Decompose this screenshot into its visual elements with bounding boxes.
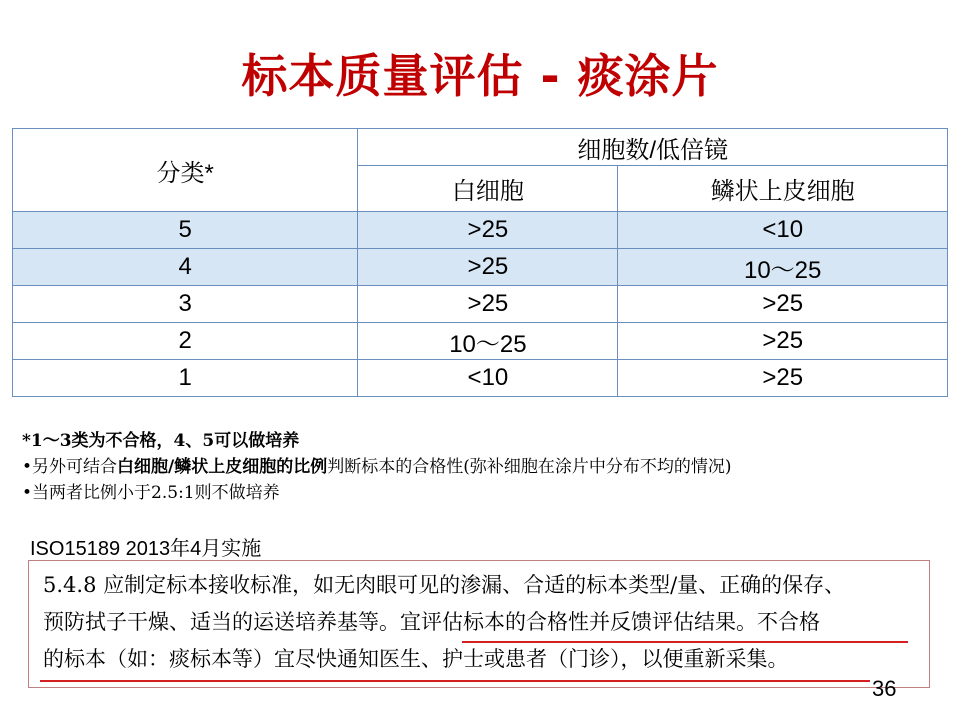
table-row (13, 286, 948, 323)
header-wbc: 白细胞 (358, 166, 618, 212)
note-ratio (22, 454, 732, 480)
table-row (13, 360, 948, 397)
cell-class: 5 (13, 212, 358, 249)
page-number: 36 (872, 676, 897, 701)
red-underline-2 (40, 680, 870, 682)
table-row (13, 323, 948, 360)
cell-wbc: <10 (358, 360, 618, 397)
cell-wbc: >25 (358, 212, 618, 249)
iso-excerpt-box (28, 560, 930, 688)
note-ratio-suffix: 判断标本的合格性(弥补细胞在涂片中分布不均的情况) (327, 457, 732, 477)
specimen-grading-table (12, 128, 948, 397)
note-threshold: •当两者比例小于2.5:1则不做培养 (22, 483, 280, 503)
cell-squamous: >25 (618, 360, 948, 397)
slide-title: 标本质量评估 - 痰涂片 (241, 49, 719, 103)
cell-squamous: <10 (618, 212, 948, 249)
cell-squamous: >25 (618, 286, 948, 323)
excerpt-line-1: 5.4.8 应制定标本接收标准，如无肉眼可见的渗漏、合适的标本类型/量、正确的保存、 (43, 573, 846, 597)
header-class: 分类* (13, 129, 358, 212)
note-grading-rule: *1～3类为不合格，4、5可以做培养 (22, 431, 300, 451)
cell-class: 4 (13, 249, 358, 286)
header-cell-count: 细胞数/低倍镜 (358, 129, 948, 166)
note-ratio-bold: 白细胞/鳞状上皮细胞的比例 (117, 457, 328, 477)
iso-label: ISO15189 2013年4月实施 (30, 538, 262, 560)
note-ratio-prefix: •另外可结合 (22, 457, 118, 477)
excerpt-line-2: 预防拭子干燥、适当的运送培养基等。宜评估标本的合格性并反馈评估结果。不合格 (43, 610, 820, 634)
excerpt-line-3: 的标本（如：痰标本等）宜尽快通知医生、护士或患者（门诊），以便重新采集。 (43, 647, 789, 671)
red-underline-1 (462, 641, 908, 643)
cell-class: 3 (13, 286, 358, 323)
cell-wbc: >25 (358, 249, 618, 286)
cell-wbc: >25 (358, 286, 618, 323)
cell-squamous: >25 (618, 323, 948, 360)
cell-class: 1 (13, 360, 358, 397)
cell-class: 2 (13, 323, 358, 360)
table-row (13, 249, 948, 286)
header-squamous: 鳞状上皮细胞 (618, 166, 948, 212)
cell-wbc: 10～25 (358, 323, 618, 360)
cell-squamous: 10～25 (618, 249, 948, 286)
table-row (13, 212, 948, 249)
table-header-row (13, 129, 948, 166)
notes-block (22, 428, 732, 506)
